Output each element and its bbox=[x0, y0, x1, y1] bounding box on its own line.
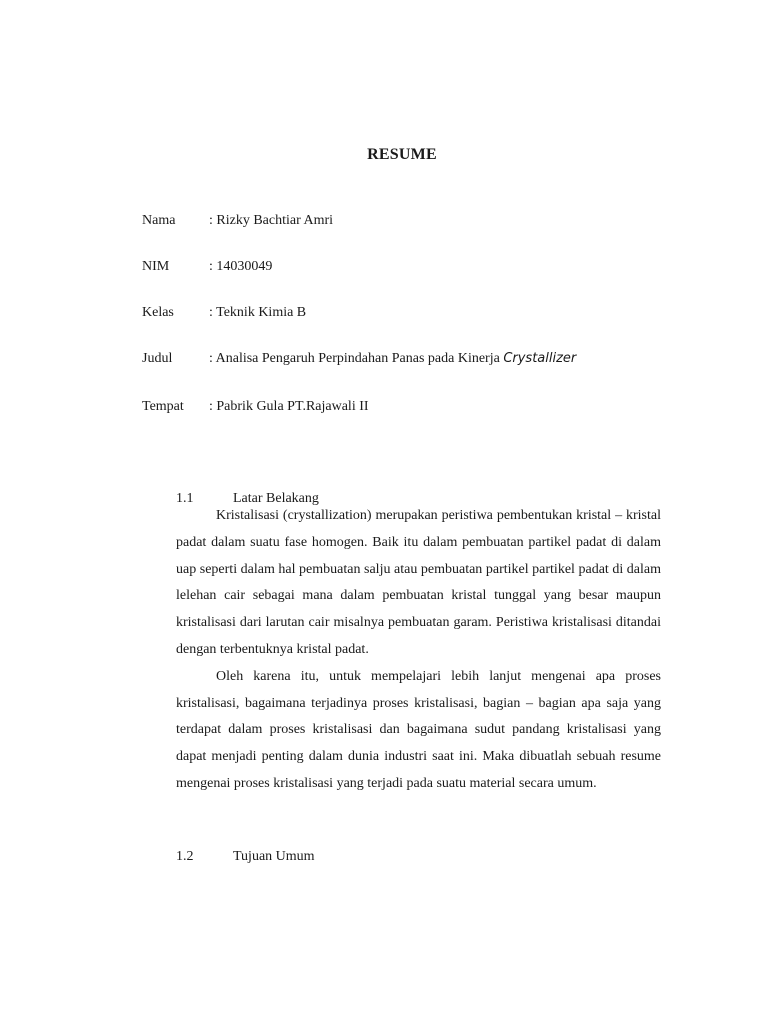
field-value-judul bbox=[209, 349, 576, 369]
paragraph: Kristalisasi (crystallization) merupakan peristiwa pembentukan kristal – kristal padat dalam suatu fase homogen. Baik itu dalam pembuatan partikel padat di dalam uap seperti dalam hal pembuatan salju atau pembuatan partikel partikel padat di dalam lelehan cair sebagai mana dalam pembuatan kristal tunggal yang besar maupun kristalisasi dari larutan cair misalnya pembuatan garam. Peristiwa kristalisasi ditandai dengan terbentuknya kristal padat. bbox=[176, 508, 661, 657]
document-title: RESUME bbox=[367, 146, 437, 163]
field-value-judul-text: : Analisa Pengaruh Perpindahan Panas pada Kinerja bbox=[209, 351, 504, 366]
field-label-tempat: Tempat bbox=[142, 399, 184, 414]
field-label-kelas: Kelas bbox=[142, 305, 174, 320]
section-body-1-1 bbox=[176, 503, 661, 798]
section-title: Tujuan Umum bbox=[233, 849, 315, 864]
section-number: 1.1 bbox=[176, 491, 194, 506]
field-value-nim: : 14030049 bbox=[209, 259, 273, 274]
field-value-nama: : Rizky Bachtiar Amri bbox=[209, 213, 334, 228]
field-value-kelas: : Teknik Kimia B bbox=[209, 305, 307, 320]
field-value-judul-italic: Crystallizer bbox=[503, 351, 577, 366]
field-value-tempat: : Pabrik Gula PT.Rajawali II bbox=[209, 399, 369, 414]
field-label-judul: Judul bbox=[142, 351, 173, 366]
section-number: 1.2 bbox=[176, 849, 194, 864]
section-title: Latar Belakang bbox=[233, 491, 319, 506]
paragraph: Oleh karena itu, untuk mempelajari lebih lanjut mengenai apa proses kristalisasi, bagaimana terjadinya proses kristalisasi, bagian – bagian apa saja yang terdapat dalam proses kristalisasi dan bagaimana sudut pandang kristalisasi yang dapat menjadi penting dalam dunia industri saat ini. Maka dibuatlah sebuah resume mengenai proses kristalisasi yang terjadi pada suatu material secara umum. bbox=[176, 668, 661, 791]
field-label-nama: Nama bbox=[142, 213, 176, 228]
field-label-nim: NIM bbox=[142, 259, 170, 274]
